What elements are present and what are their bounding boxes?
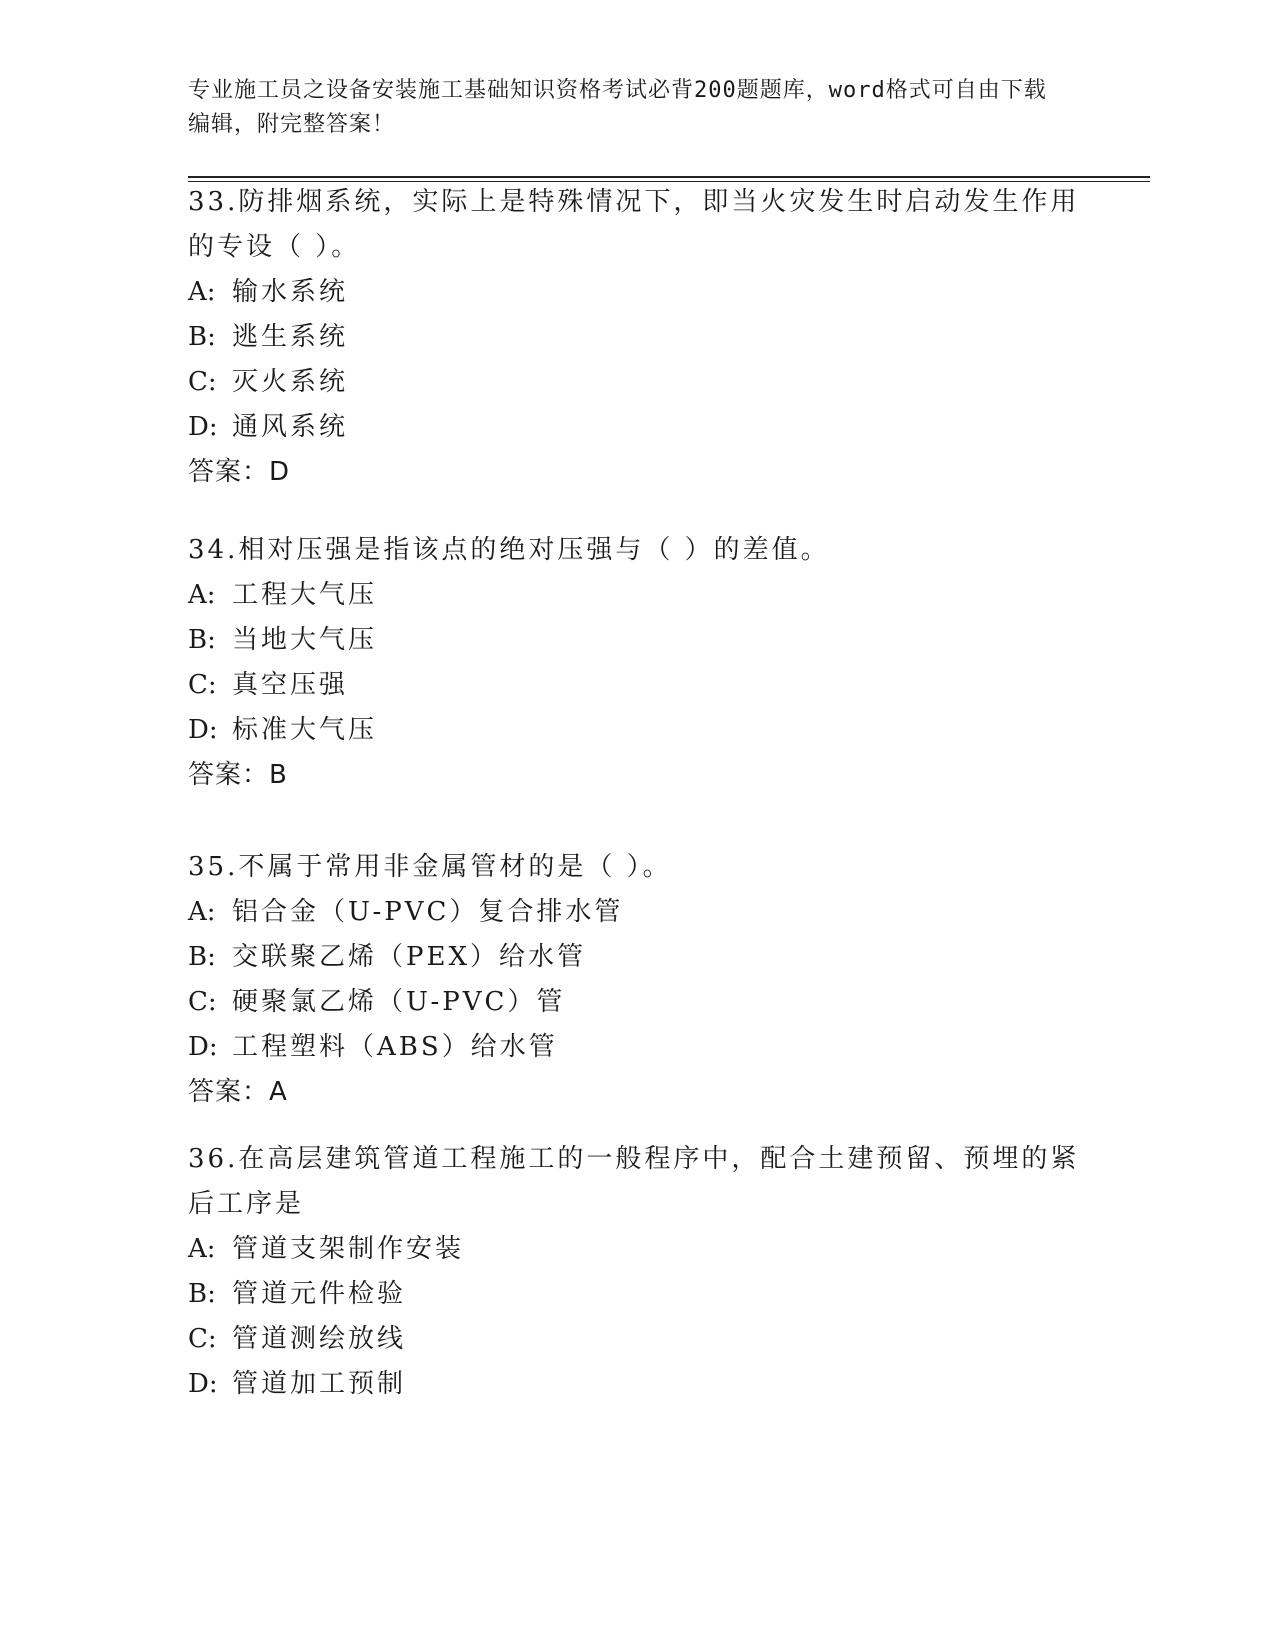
option-d bbox=[188, 708, 1088, 753]
option-b bbox=[188, 935, 1088, 980]
question-stem: 33.防排烟系统，实际上是特殊情况下，即当火灾发生时启动发生作用的专设（ ）。 bbox=[188, 187, 1080, 262]
option-d bbox=[188, 1362, 1088, 1407]
option-text: 管道支架制作安装 bbox=[232, 1234, 465, 1264]
option-c bbox=[188, 663, 1088, 708]
option-letter: B: bbox=[188, 942, 216, 972]
question-stem: 35.不属于常用非金属管材的是（ ）。 bbox=[188, 852, 672, 882]
option-letter: A: bbox=[188, 580, 216, 610]
option-text: 逃生系统 bbox=[232, 322, 349, 352]
option-text: 真空压强 bbox=[232, 670, 349, 700]
option-letter: D: bbox=[188, 1369, 218, 1399]
option-letter: C: bbox=[188, 987, 217, 1017]
option-text: 交联聚乙烯（PEX）给水管 bbox=[232, 942, 586, 972]
option-text: 灭火系统 bbox=[232, 367, 349, 397]
option-b bbox=[188, 1272, 1088, 1317]
header-divider-thick bbox=[188, 176, 1150, 178]
option-text: 铝合金（U-PVC）复合排水管 bbox=[232, 897, 624, 927]
option-c bbox=[188, 980, 1088, 1025]
option-letter: A: bbox=[188, 277, 216, 307]
option-letter: A: bbox=[188, 897, 216, 927]
option-text: 通风系统 bbox=[232, 412, 349, 442]
option-text: 工程塑料（ABS）给水管 bbox=[232, 1032, 558, 1062]
option-a bbox=[188, 270, 1088, 315]
option-text: 管道元件检验 bbox=[232, 1279, 407, 1309]
option-text: 管道加工预制 bbox=[232, 1369, 407, 1399]
option-letter: D: bbox=[188, 1032, 218, 1062]
option-a bbox=[188, 573, 1088, 618]
option-letter: C: bbox=[188, 367, 217, 397]
option-letter: A: bbox=[188, 1234, 216, 1264]
option-letter: B: bbox=[188, 625, 216, 655]
option-letter: D: bbox=[188, 412, 218, 442]
option-text: 工程大气压 bbox=[232, 580, 378, 610]
option-c bbox=[188, 1317, 1088, 1362]
question-36 bbox=[188, 1137, 1088, 1407]
option-b bbox=[188, 315, 1088, 360]
question-stem: 34.相对压强是指该点的绝对压强与（ ）的差值。 bbox=[188, 535, 830, 565]
option-text: 管道测绘放线 bbox=[232, 1324, 407, 1354]
option-b bbox=[188, 618, 1088, 663]
option-c bbox=[188, 360, 1088, 405]
option-letter: D: bbox=[188, 715, 218, 745]
option-d bbox=[188, 1025, 1088, 1070]
option-a bbox=[188, 1227, 1088, 1272]
option-letter: C: bbox=[188, 1324, 217, 1354]
option-text: 当地大气压 bbox=[232, 625, 378, 655]
document-header: 专业施工员之设备安装施工基础知识资格考试必背200题题库，word格式可自由下载编辑，附完整答案！ bbox=[188, 78, 1047, 137]
question-33 bbox=[188, 180, 1088, 495]
option-letter: B: bbox=[188, 322, 216, 352]
option-letter: B: bbox=[188, 1279, 216, 1309]
question-34 bbox=[188, 528, 1088, 798]
option-text: 硬聚氯乙烯（U-PVC）管 bbox=[232, 987, 566, 1017]
answer-line: 答案：B bbox=[188, 760, 288, 790]
answer-line: 答案：A bbox=[188, 1077, 288, 1107]
answer-line: 答案：D bbox=[188, 457, 291, 487]
question-35 bbox=[188, 845, 1088, 1115]
question-stem: 36.在高层建筑管道工程施工的一般程序中，配合土建预留、预埋的紧后工序是 bbox=[188, 1144, 1080, 1219]
option-letter: C: bbox=[188, 670, 217, 700]
option-text: 标准大气压 bbox=[232, 715, 378, 745]
option-d bbox=[188, 405, 1088, 450]
option-text: 输水系统 bbox=[232, 277, 349, 307]
option-a bbox=[188, 890, 1088, 935]
